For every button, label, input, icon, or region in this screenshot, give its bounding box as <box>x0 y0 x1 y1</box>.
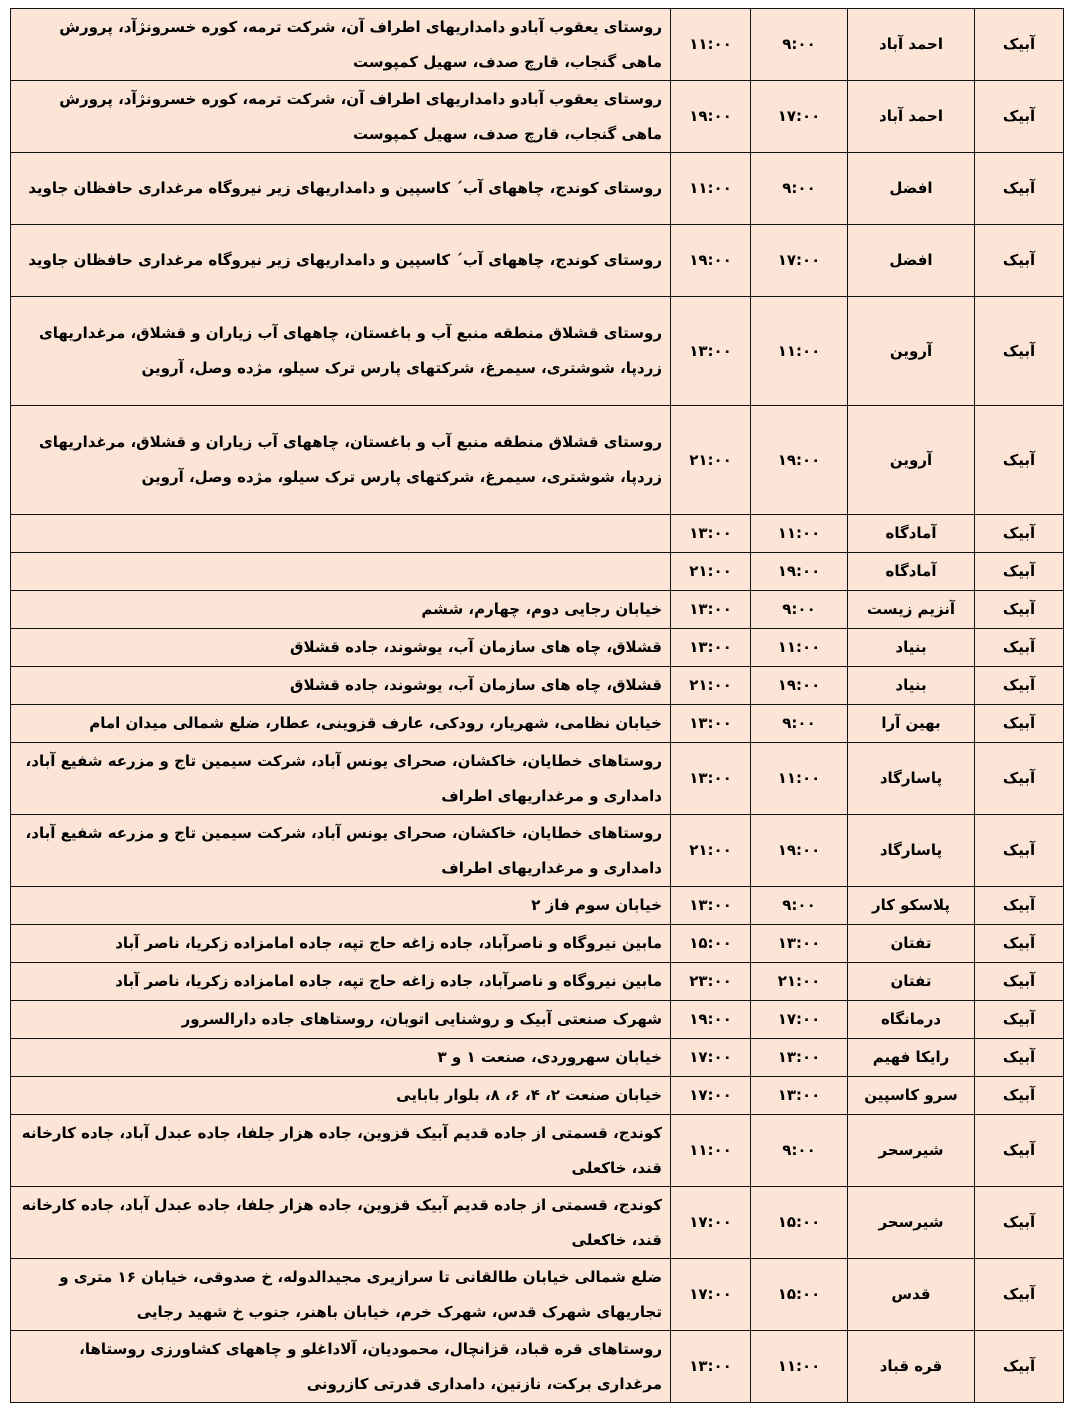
city-cell: آبیک <box>975 153 1064 225</box>
start-time-cell: ۹:۰۰ <box>751 1115 848 1187</box>
area-cell: روستاهای قره قباد، قزانچال، محمودیان، آلاداغلو و چاههای کشاورزی روستاها، مرغداری برکت، نازنین، دامداری قدرتی کازرونی <box>11 1331 671 1403</box>
place-cell: سرو کاسپین <box>848 1077 975 1115</box>
outage-schedule-sheet <box>10 8 1063 1403</box>
end-time-cell: ۱۱:۰۰ <box>671 9 751 81</box>
start-time-cell: ۹:۰۰ <box>751 9 848 81</box>
area-cell: روستاهای خطایان، خاکشان، صحرای یونس آباد، شرکت سیمین تاج و مزرعه شفیع آباد، دامداری و مرغداریهای اطراف <box>11 815 671 887</box>
area-cell: روستای یعقوب آبادو دامداریهای اطراف آن، شرکت ترمه، کوره خسرونژآد، پرورش ماهی گنجاب، قارچ صدف، سهیل کمپوست <box>11 81 671 153</box>
table-row <box>11 1115 1064 1187</box>
start-time-cell: ۱۹:۰۰ <box>751 667 848 705</box>
place-cell: تفتان <box>848 925 975 963</box>
area-cell: قشلاق، چاه های سازمان آب، یوشوند، جاده قشلاق <box>11 629 671 667</box>
city-cell: آبیک <box>975 553 1064 591</box>
table-row <box>11 1001 1064 1039</box>
place-cell: قدس <box>848 1259 975 1331</box>
start-time-cell: ۱۱:۰۰ <box>751 297 848 406</box>
place-cell: بهین آرا <box>848 705 975 743</box>
start-time-cell: ۱۹:۰۰ <box>751 815 848 887</box>
end-time-cell: ۱۱:۰۰ <box>671 1115 751 1187</box>
end-time-cell: ۱۳:۰۰ <box>671 591 751 629</box>
table-row <box>11 963 1064 1001</box>
end-time-cell: ۱۷:۰۰ <box>671 1039 751 1077</box>
outage-schedule-table <box>10 8 1064 1403</box>
place-cell: افضل <box>848 153 975 225</box>
area-cell: مابین نیروگاه و ناصرآباد، جاده زاغه حاج تپه، جاده امامزاده زکریا، ناصر آباد <box>11 925 671 963</box>
end-time-cell: ۱۳:۰۰ <box>671 629 751 667</box>
end-time-cell: ۱۷:۰۰ <box>671 1259 751 1331</box>
city-cell: آبیک <box>975 1187 1064 1259</box>
city-cell: آبیک <box>975 667 1064 705</box>
start-time-cell: ۱۷:۰۰ <box>751 1001 848 1039</box>
area-cell: قشلاق، چاه های سازمان آب، یوشوند، جاده قشلاق <box>11 667 671 705</box>
table-row <box>11 297 1064 406</box>
end-time-cell: ۱۳:۰۰ <box>671 743 751 815</box>
place-cell: آمادگاه <box>848 553 975 591</box>
place-cell: آروین <box>848 406 975 515</box>
start-time-cell: ۱۳:۰۰ <box>751 1039 848 1077</box>
end-time-cell: ۲۱:۰۰ <box>671 667 751 705</box>
city-cell: آبیک <box>975 887 1064 925</box>
end-time-cell: ۲۱:۰۰ <box>671 815 751 887</box>
place-cell: درمانگاه <box>848 1001 975 1039</box>
end-time-cell: ۲۱:۰۰ <box>671 406 751 515</box>
end-time-cell: ۱۷:۰۰ <box>671 1077 751 1115</box>
place-cell: احمد آباد <box>848 81 975 153</box>
start-time-cell: ۹:۰۰ <box>751 591 848 629</box>
start-time-cell: ۱۵:۰۰ <box>751 1259 848 1331</box>
start-time-cell: ۹:۰۰ <box>751 887 848 925</box>
area-cell: خیابان نظامی، شهریار، رودکی، عارف قزوینی، عطار، ضلع شمالی میدان امام <box>11 705 671 743</box>
start-time-cell: ۱۱:۰۰ <box>751 629 848 667</box>
end-time-cell: ۱۳:۰۰ <box>671 515 751 553</box>
place-cell: شیرسحر <box>848 1187 975 1259</box>
area-cell: ضلع شمالی خیابان طالقانی تا سرازیری مجیدالدوله، خ صدوقی، خیابان ۱۶ متری و تجاریهای شهرک قدس، شهرک خرم، خیابان باهنر، جنوب خ شهید رجایی <box>11 1259 671 1331</box>
end-time-cell: ۱۵:۰۰ <box>671 925 751 963</box>
area-cell: شهرک صنعتی آبیک و روشنایی اتوبان، روستاهای جاده دارالسرور <box>11 1001 671 1039</box>
start-time-cell: ۱۹:۰۰ <box>751 553 848 591</box>
start-time-cell: ۱۳:۰۰ <box>751 925 848 963</box>
table-row <box>11 1187 1064 1259</box>
start-time-cell: ۱۱:۰۰ <box>751 743 848 815</box>
city-cell: آبیک <box>975 1331 1064 1403</box>
area-cell: روستاهای خطایان، خاکشان، صحرای یونس آباد، شرکت سیمین تاج و مزرعه شفیع آباد، دامداری و مرغداریهای اطراف <box>11 743 671 815</box>
table-row <box>11 515 1064 553</box>
area-cell: کوندج، قسمتی از جاده قدیم آبیک قزوین، جاده هزار جلفا، جاده عبدل آباد، جاده کارخانه قند، خاکعلی <box>11 1115 671 1187</box>
end-time-cell: ۱۳:۰۰ <box>671 297 751 406</box>
table-row <box>11 1077 1064 1115</box>
end-time-cell: ۲۳:۰۰ <box>671 963 751 1001</box>
city-cell: آبیک <box>975 963 1064 1001</box>
place-cell: تفتان <box>848 963 975 1001</box>
area-cell: مابین نیروگاه و ناصرآباد، جاده زاغه حاج تپه، جاده امامزاده زکریا، ناصر آباد <box>11 963 671 1001</box>
start-time-cell: ۱۹:۰۰ <box>751 406 848 515</box>
area-cell: روستای یعقوب آبادو دامداریهای اطراف آن، شرکت ترمه، کوره خسرونژآد، پرورش ماهی گنجاب، قارچ صدف، سهیل کمپوست <box>11 9 671 81</box>
start-time-cell: ۱۱:۰۰ <box>751 1331 848 1403</box>
city-cell: آبیک <box>975 515 1064 553</box>
table-row <box>11 925 1064 963</box>
place-cell: رایکا فهیم <box>848 1039 975 1077</box>
start-time-cell: ۱۷:۰۰ <box>751 225 848 297</box>
place-cell: شیرسحر <box>848 1115 975 1187</box>
area-cell: خیابان صنعت ۲، ۴، ۶، ۸، بلوار بابایی <box>11 1077 671 1115</box>
start-time-cell: ۹:۰۰ <box>751 705 848 743</box>
table-row <box>11 1259 1064 1331</box>
area-cell: روستای قشلاق منطقه منبع آب و باغستان، چاههای آب زیاران و قشلاق، مرغداریهای زردپا، شوشتری، سیمرغ، شرکتهای پارس ترک سیلو، مژده وصل، آروین <box>11 406 671 515</box>
start-time-cell: ۲۱:۰۰ <box>751 963 848 1001</box>
table-row <box>11 225 1064 297</box>
end-time-cell: ۱۹:۰۰ <box>671 81 751 153</box>
city-cell: آبیک <box>975 1259 1064 1331</box>
area-cell <box>11 515 671 553</box>
area-cell: خیابان رجایی دوم، چهارم، ششم <box>11 591 671 629</box>
end-time-cell: ۱۳:۰۰ <box>671 1331 751 1403</box>
place-cell: افضل <box>848 225 975 297</box>
city-cell: آبیک <box>975 705 1064 743</box>
table-row <box>11 667 1064 705</box>
place-cell: پاسارگاد <box>848 815 975 887</box>
place-cell: احمد آباد <box>848 9 975 81</box>
end-time-cell: ۱۷:۰۰ <box>671 1187 751 1259</box>
area-cell: روستای قشلاق منطقه منبع آب و باغستان، چاههای آب زیاران و قشلاق، مرغداریهای زردپا، شوشتری، سیمرغ، شرکتهای پارس ترک سیلو، مژده وصل، آروین <box>11 297 671 406</box>
place-cell: پلاسکو کار <box>848 887 975 925</box>
city-cell: آبیک <box>975 81 1064 153</box>
table-row <box>11 9 1064 81</box>
city-cell: آبیک <box>975 297 1064 406</box>
city-cell: آبیک <box>975 1115 1064 1187</box>
end-time-cell: ۱۱:۰۰ <box>671 153 751 225</box>
end-time-cell: ۱۹:۰۰ <box>671 225 751 297</box>
area-cell: خیابان سهروردی، صنعت ۱ و ۳ <box>11 1039 671 1077</box>
city-cell: آبیک <box>975 743 1064 815</box>
city-cell: آبیک <box>975 815 1064 887</box>
table-row <box>11 743 1064 815</box>
city-cell: آبیک <box>975 1039 1064 1077</box>
table-row <box>11 591 1064 629</box>
start-time-cell: ۱۱:۰۰ <box>751 515 848 553</box>
area-cell: کوندج، قسمتی از جاده قدیم آبیک قزوین، جاده هزار جلفا، جاده عبدل آباد، جاده کارخانه قند، خاکعلی <box>11 1187 671 1259</box>
city-cell: آبیک <box>975 225 1064 297</box>
table-row <box>11 705 1064 743</box>
table-row <box>11 553 1064 591</box>
city-cell: آبیک <box>975 629 1064 667</box>
table-row <box>11 406 1064 515</box>
start-time-cell: ۱۷:۰۰ <box>751 81 848 153</box>
city-cell: آبیک <box>975 9 1064 81</box>
table-row <box>11 1039 1064 1077</box>
area-cell <box>11 553 671 591</box>
city-cell: آبیک <box>975 925 1064 963</box>
end-time-cell: ۱۹:۰۰ <box>671 1001 751 1039</box>
end-time-cell: ۲۱:۰۰ <box>671 553 751 591</box>
city-cell: آبیک <box>975 406 1064 515</box>
area-cell: روستای کوندج، چاههای آب´ کاسپین و دامداریهای زیر نیروگاه مرغداری حافظان جاوید <box>11 153 671 225</box>
table-body <box>11 9 1064 1403</box>
place-cell: آمادگاه <box>848 515 975 553</box>
end-time-cell: ۱۳:۰۰ <box>671 705 751 743</box>
place-cell: آنزیم زیست <box>848 591 975 629</box>
city-cell: آبیک <box>975 591 1064 629</box>
table-row <box>11 81 1064 153</box>
table-row <box>11 153 1064 225</box>
start-time-cell: ۱۵:۰۰ <box>751 1187 848 1259</box>
area-cell: روستای کوندج، چاههای آب´ کاسپین و دامداریهای زیر نیروگاه مرغداری حافظان جاوید <box>11 225 671 297</box>
table-row <box>11 629 1064 667</box>
place-cell: بنیاد <box>848 667 975 705</box>
table-row <box>11 1331 1064 1403</box>
place-cell: آروین <box>848 297 975 406</box>
city-cell: آبیک <box>975 1077 1064 1115</box>
area-cell: خیابان سوم فاز ۲ <box>11 887 671 925</box>
start-time-cell: ۹:۰۰ <box>751 153 848 225</box>
table-row <box>11 815 1064 887</box>
table-row <box>11 887 1064 925</box>
start-time-cell: ۱۳:۰۰ <box>751 1077 848 1115</box>
city-cell: آبیک <box>975 1001 1064 1039</box>
place-cell: بنیاد <box>848 629 975 667</box>
place-cell: پاسارگاد <box>848 743 975 815</box>
place-cell: قره قباد <box>848 1331 975 1403</box>
end-time-cell: ۱۳:۰۰ <box>671 887 751 925</box>
